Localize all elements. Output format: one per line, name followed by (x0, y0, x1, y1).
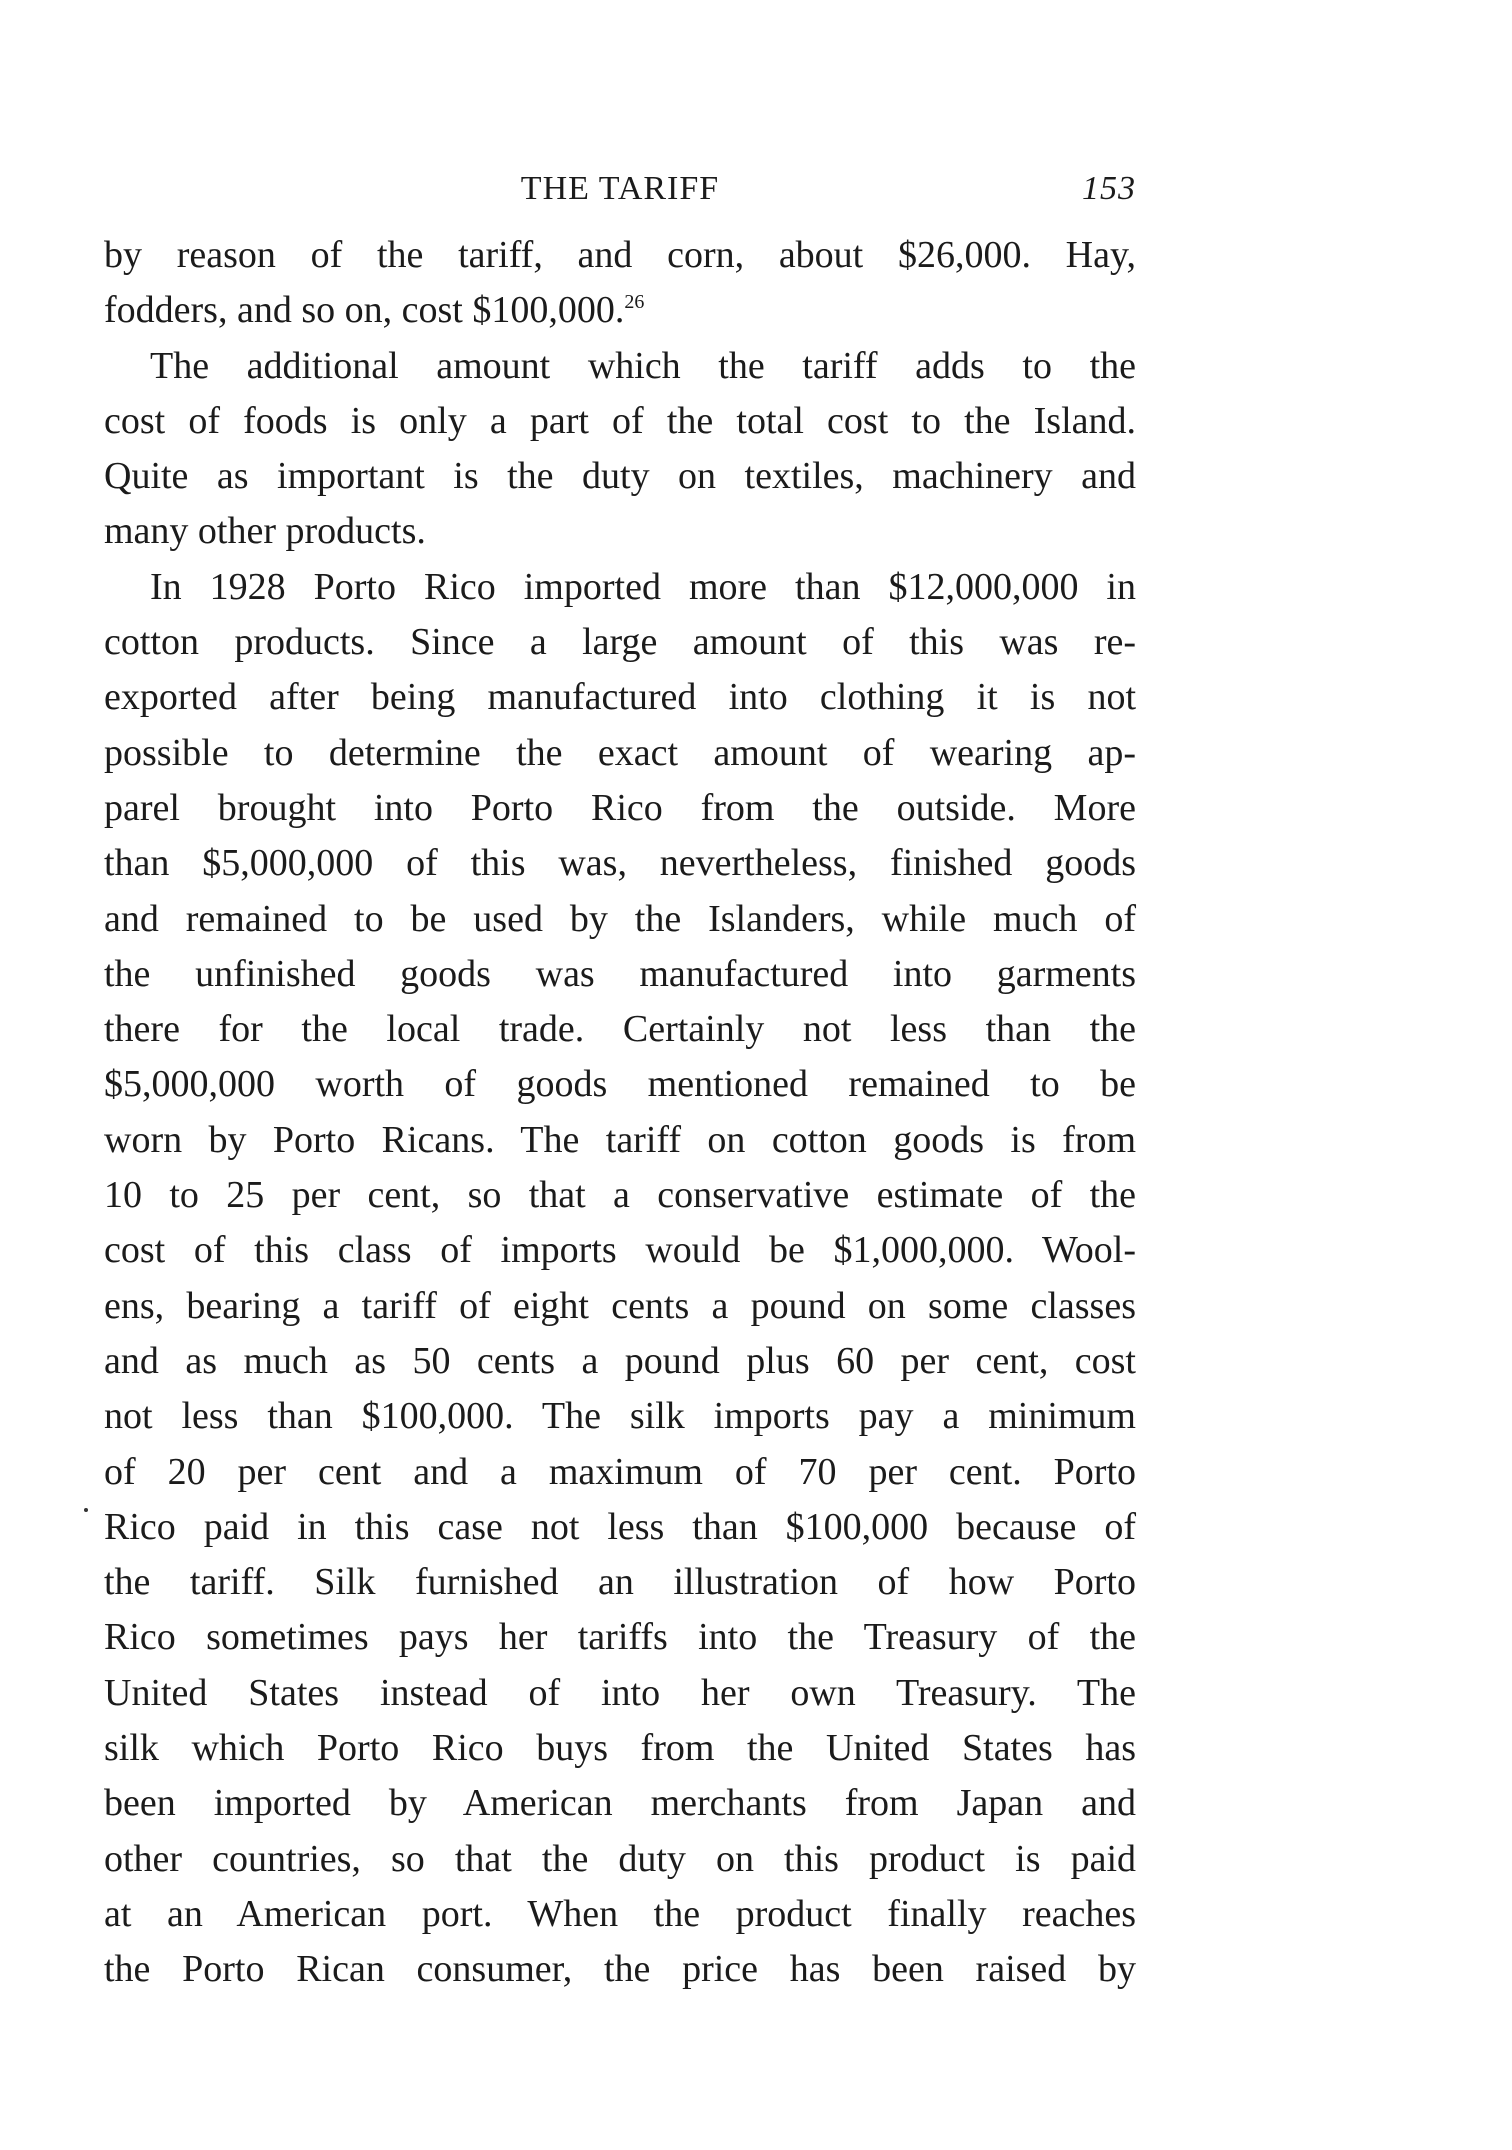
text-line: $5,000,000 worth of goods mentioned remained to be (104, 1063, 1136, 1106)
text-line: The additional amount which the tariff adds to the (150, 344, 1136, 387)
text-line (104, 283, 1136, 338)
text-line-content: fodders, and so on, cost $100,000. (104, 289, 625, 332)
text-line: In 1928 Porto Rico imported more than $12,000,000 in (150, 565, 1136, 608)
text-line: 10 to 25 per cent, so that a conservative estimate of the (104, 1174, 1136, 1217)
text-line: the unfinished goods was manufactured into garments (104, 952, 1136, 995)
text-line: the Porto Rican consumer, the price has been raised by (104, 1948, 1136, 1991)
text-line: by reason of the tariff, and corn, about $26,000. Hay, (104, 234, 1136, 276)
text-line: not less than $100,000. The silk imports pay a minimum (104, 1395, 1136, 1438)
text-line: parel brought into Porto Rico from the outside. More (104, 786, 1136, 829)
text-line: Quite as important is the duty on textiles, machinery and (104, 455, 1136, 498)
text-line: cost of this class of imports would be $1,000,000. Wool- (104, 1229, 1136, 1272)
page-number: 153 (1082, 170, 1136, 207)
text-line: many other products. (104, 510, 426, 553)
text-line: and as much as 50 cents a pound plus 60 per cent, cost (104, 1339, 1136, 1382)
body-text (104, 228, 1136, 1998)
text-line: possible to determine the exact amount of wearing ap- (104, 731, 1136, 774)
running-head (104, 170, 1136, 220)
text-line: at an American port. When the product finally reaches (104, 1892, 1136, 1935)
text-line: cost of foods is only a part of the total cost to the Island. (104, 399, 1136, 442)
running-title: THE TARIFF (520, 170, 720, 207)
text-line: been imported by American merchants from Japan and (104, 1782, 1136, 1825)
text-line: of 20 per cent and a maximum of 70 per cent. Porto (104, 1450, 1136, 1493)
text-line: silk which Porto Rico buys from the United States has (104, 1727, 1136, 1770)
text-line: Rico paid in this case not less than $100,000 because of (104, 1505, 1136, 1548)
text-line: there for the local trade. Certainly not less than the (104, 1008, 1136, 1051)
text-line: other countries, so that the duty on this product is paid (104, 1837, 1136, 1880)
footnote-reference: 26 (624, 291, 645, 314)
text-line: Rico sometimes pays her tariffs into the Treasury of the (104, 1616, 1136, 1659)
text-line: worn by Porto Ricans. The tariff on cotton goods is from (104, 1118, 1136, 1161)
text-line: United States instead of into her own Treasury. The (104, 1671, 1136, 1714)
text-line: the tariff. Silk furnished an illustration of how Porto (104, 1561, 1136, 1604)
text-line: cotton products. Since a large amount of this was re- (104, 621, 1136, 664)
text-line: ens, bearing a tariff of eight cents a pound on some classes (104, 1284, 1136, 1327)
text-line: and remained to be used by the Islanders, while much of (104, 897, 1136, 940)
margin-mark (84, 1508, 88, 1512)
text-line: exported after being manufactured into clothing it is not (104, 676, 1136, 719)
text-line: than $5,000,000 of this was, nevertheless, finished goods (104, 842, 1136, 885)
